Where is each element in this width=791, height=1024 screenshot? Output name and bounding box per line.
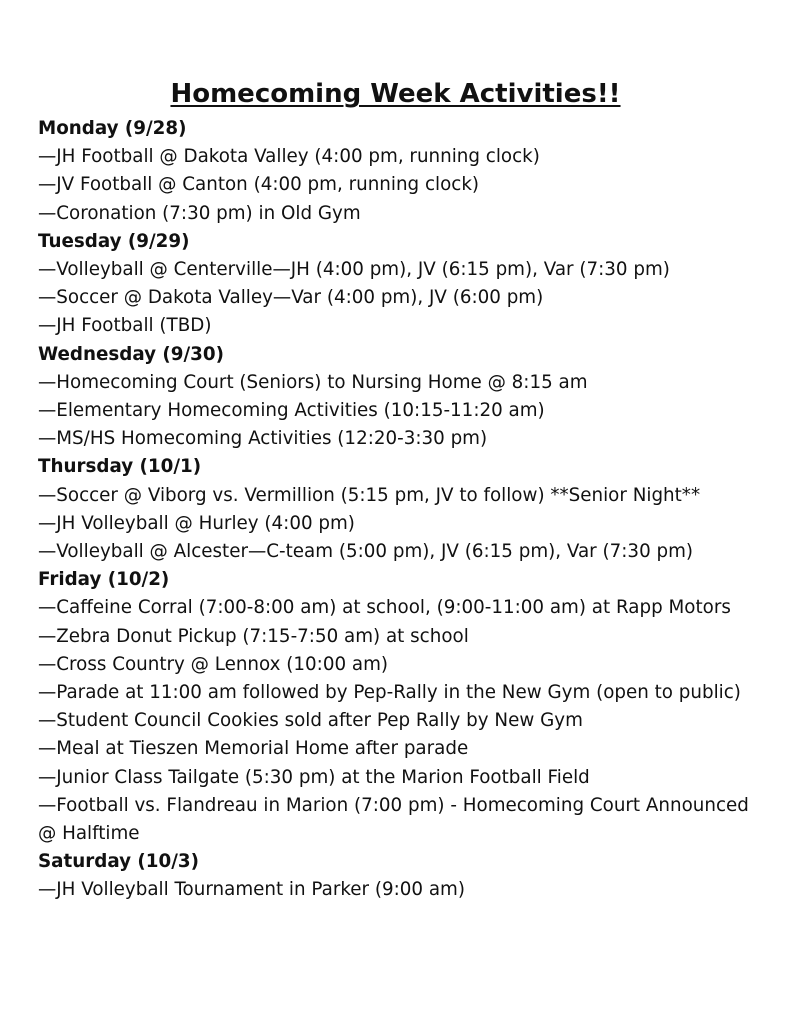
day-heading-monday: Monday (9/28) [38, 118, 187, 139]
schedule-item: —JH Football @ Dakota Valley (4:00 pm, running clock) [38, 146, 540, 168]
schedule-item: —Zebra Donut Pickup (7:15-7:50 am) at school [38, 625, 469, 647]
schedule-item: —Student Council Cookies sold after Pep Rally by New Gym [38, 710, 583, 732]
schedule-item: —JV Football @ Canton (4:00 pm, running clock) [38, 174, 480, 196]
day-heading-friday: Friday (10/2) [38, 569, 170, 591]
schedule-item: —JH Football (TBD) [38, 315, 212, 337]
schedule-item: —Soccer @ Viborg vs. Vermillion (5:15 pm, JV to follow) **Senior Night** [38, 484, 701, 506]
schedule-item: —MS/HS Homecoming Activities (12:20-3:30 pm) [38, 428, 488, 450]
day-heading-thursday: Thursday (10/1) [38, 456, 202, 478]
schedule-item: —JH Volleyball @ Hurley (4:00 pm) [38, 512, 355, 534]
schedule-item: —Caffeine Corral (7:00-8:00 am) at school, (9:00-11:00 am) at Rapp Motors [38, 597, 731, 619]
schedule-item: —JH Volleyball Tournament in Parker (9:00 am) [38, 879, 465, 901]
day-heading-saturday: Saturday (10/3) [38, 851, 199, 873]
schedule [38, 115, 768, 905]
schedule-item: —Football vs. Flandreau in Marion (7:00 pm) - Homecoming Court Announced @ Halftime [38, 794, 749, 845]
page-title: Homecoming Week Activities!! [170, 79, 621, 109]
schedule-item: —Volleyball @ Centerville—JH (4:00 pm), JV (6:15 pm), Var (7:30 pm) [38, 259, 670, 281]
schedule-item: —Junior Class Tailgate (5:30 pm) at the Marion Football Field [38, 766, 590, 788]
schedule-item: —Meal at Tieszen Memorial Home after parade [38, 738, 469, 760]
schedule-item: —Volleyball @ Alcester—C-team (5:00 pm), JV (6:15 pm), Var (7:30 pm) [38, 541, 694, 563]
schedule-item: —Homecoming Court (Seniors) to Nursing Home @ 8:15 am [38, 371, 588, 393]
day-heading-tuesday: Tuesday (9/29) [38, 230, 190, 252]
schedule-item: —Elementary Homecoming Activities (10:15-11:20 am) [38, 400, 545, 422]
schedule-item: —Soccer @ Dakota Valley—Var (4:00 pm), JV (6:00 pm) [38, 287, 544, 309]
schedule-item: —Cross Country @ Lennox (10:00 am) [38, 653, 389, 675]
schedule-item: —Parade at 11:00 am followed by Pep-Rally in the New Gym (open to public) [38, 682, 741, 704]
day-heading-wednesday: Wednesday (9/30) [38, 343, 224, 365]
schedule-item: —Coronation (7:30 pm) in Old Gym [38, 202, 361, 224]
